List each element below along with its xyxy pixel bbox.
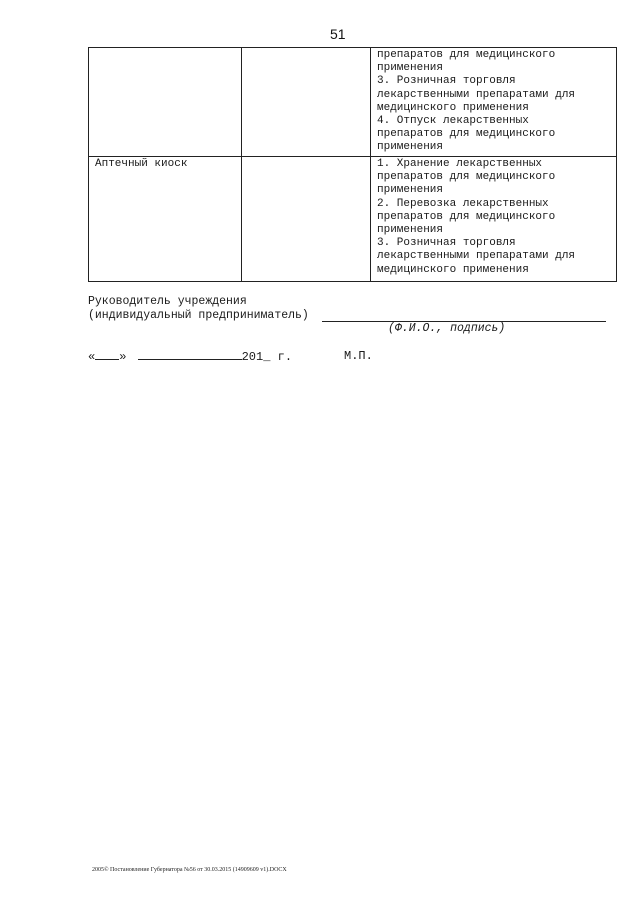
cell-activities [371, 48, 617, 157]
month-blank [138, 349, 242, 360]
stamp-label: М.П. [344, 349, 373, 363]
cell-address [242, 48, 371, 157]
cell-activities [371, 157, 617, 282]
cell-text-line: медицинского применения [377, 263, 529, 276]
cell-text-line: 3. Розничная торговля [377, 237, 516, 250]
cell-text-line: 2. Перевозка лекарственных [377, 197, 549, 210]
signature-block [88, 295, 309, 323]
date-close-quote: » [119, 350, 127, 364]
cell-object-type: Аптечный киоск [89, 157, 242, 282]
page-number: 51 [330, 26, 346, 42]
cell-text-line: 1. Хранение лекарственных [377, 158, 543, 170]
cell-object-type [89, 48, 242, 157]
date-open-quote: « [88, 350, 96, 364]
cell-text-line: применения [377, 62, 444, 75]
cell-text-line: лекарственными препаратами для [377, 88, 576, 101]
signature-caption: (Ф.И.О., подпись) [388, 322, 506, 335]
table-row [89, 157, 617, 282]
cell-text-line: препаратов для медицинского [377, 171, 556, 184]
cell-text-line: применения [377, 141, 444, 154]
cell-text-line: медицинского применения [377, 101, 529, 114]
entrepreneur-label: (индивидуальный предприниматель) [88, 309, 309, 322]
head-title: Руководитель учреждения [88, 295, 247, 308]
footer-note: 2005© Постановление Губернатора №56 от 30.03.2015 (14909609 v1).DOCX [92, 867, 287, 873]
cell-text-line: применения [377, 184, 444, 197]
cell-text-line: препаратов для медицинского [377, 128, 556, 141]
cell-text-line: 3. Розничная торговля [377, 75, 516, 88]
table-row [89, 48, 617, 157]
date-row [88, 349, 292, 364]
cell-text-line: лекарственными препаратами для [377, 250, 576, 263]
year-label: 201_ г. [241, 350, 293, 364]
cell-text-line: 4. Отпуск лекарственных [377, 115, 529, 128]
cell-text-line: препаратов для медицинского [377, 210, 556, 223]
cell-text-line: применения [377, 224, 444, 237]
cell-address [242, 157, 371, 282]
day-blank [95, 349, 119, 360]
activity-table [88, 47, 617, 282]
cell-text-line: препаратов для медицинского [377, 49, 556, 61]
